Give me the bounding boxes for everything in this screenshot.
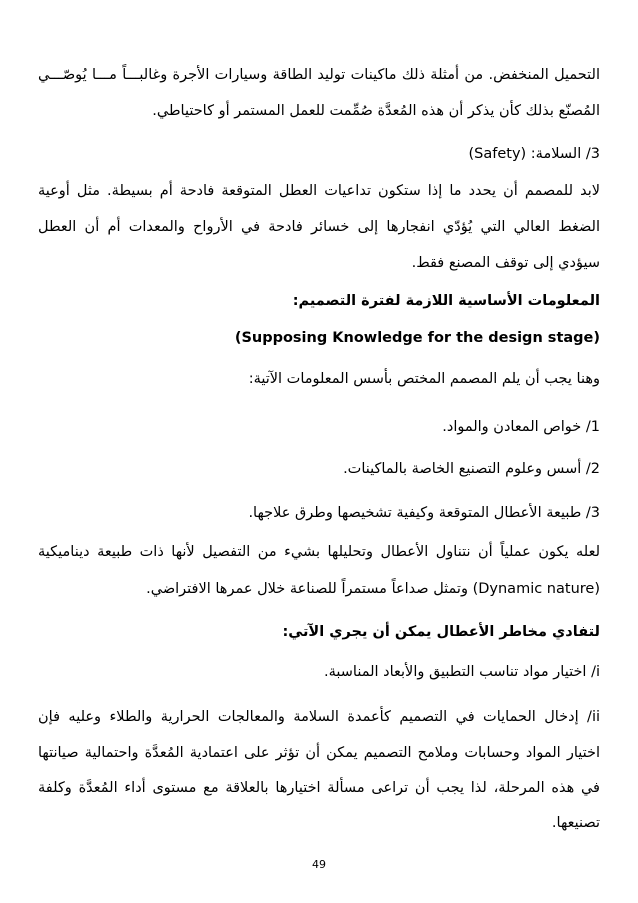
paragraph-line: وهنا يجب أن يلم المصمم المختص بأُسس المعلومات الآتية:	[248, 371, 600, 387]
section-heading-safety	[38, 143, 600, 165]
paragraph-line: (Dynamic nature) وتمثل صداعاً مستمراً للصناعة خلال عمرها الافتراضي.	[146, 581, 600, 597]
paragraph-line: المُصنّع بذلك كأن يذكر أن هذه المُعدَّة صُمِّمت للعمل المستمر أو كاحتياطي.	[152, 103, 600, 119]
page-number: 49	[312, 858, 326, 871]
paragraph-line: لابد للمصمم أن يحدد ما إذا ستكون تداعيات العطل المتوقعة فادحة أم بسيطة. مثل أوعية	[38, 183, 600, 199]
paragraph-line: في هذه المرحلة، لذا يجب أن تراعى مسألة اختيارها بالعلاقة مع مستوى أداء المُعدَّة وكلفة	[38, 780, 600, 796]
paragraph-line: لعله يكون عملياً أن نتناول الأعطال وتحليلها بشيء من التفصيل لأنها ذات طبيعة ديناميكية	[38, 544, 600, 560]
list-item: ii/ إدخال الحمايات في التصميم كأعمدة السلامة والمعالجات الحرارية والطلاء وعليه فإن	[38, 709, 600, 725]
paragraph-line: الضغط العالي التي يُؤدّي انفجارها إلى خسائر فادحة في الأرواح والمعدات أم أن العطل	[38, 219, 600, 235]
paragraph-line: سيؤدي إلى توقف المصنع فقط.	[411, 255, 600, 271]
paragraph-line: اختيار المواد وحسابات وملامح التصميم يمكن أن تؤثر على اعتمادية المُعدَّة واحتمالية صيانتها	[38, 745, 600, 761]
english-subheading-text: (Supposing Knowledge for the design stage)	[234, 330, 600, 346]
paragraph-line: تصنيعها.	[551, 815, 600, 831]
heading-text: 3/ السلامة: (Safety)	[468, 146, 600, 162]
list-item: i/ اختيار مواد تناسب التطبيق والأبعاد المناسبة.	[324, 664, 600, 680]
english-subheading	[38, 327, 600, 349]
section-heading-design-info: المعلومات الأساسية اللازمة لفترة التصميم:	[292, 293, 600, 309]
list-item: 1/ خواص المعادن والمواد.	[442, 419, 600, 435]
section-heading-avoid-failures: لتفادي مخاطر الأعطال يمكن أن يجري الآتي:	[282, 624, 600, 640]
paragraph-line: التحميل المنخفض. من أمثلة ذلك ماكينات توليد الطاقة وسيارات الأجرة وغالبـــاً مـــا يُوصّـــي	[38, 67, 600, 83]
list-item: 3/ طبيعة الأعطال المتوقعة وكيفية تشخيصها وطرق علاجها.	[248, 505, 600, 521]
list-item: 2/ أسس وعلوم التصنيع الخاصة بالماكينات.	[343, 461, 600, 477]
